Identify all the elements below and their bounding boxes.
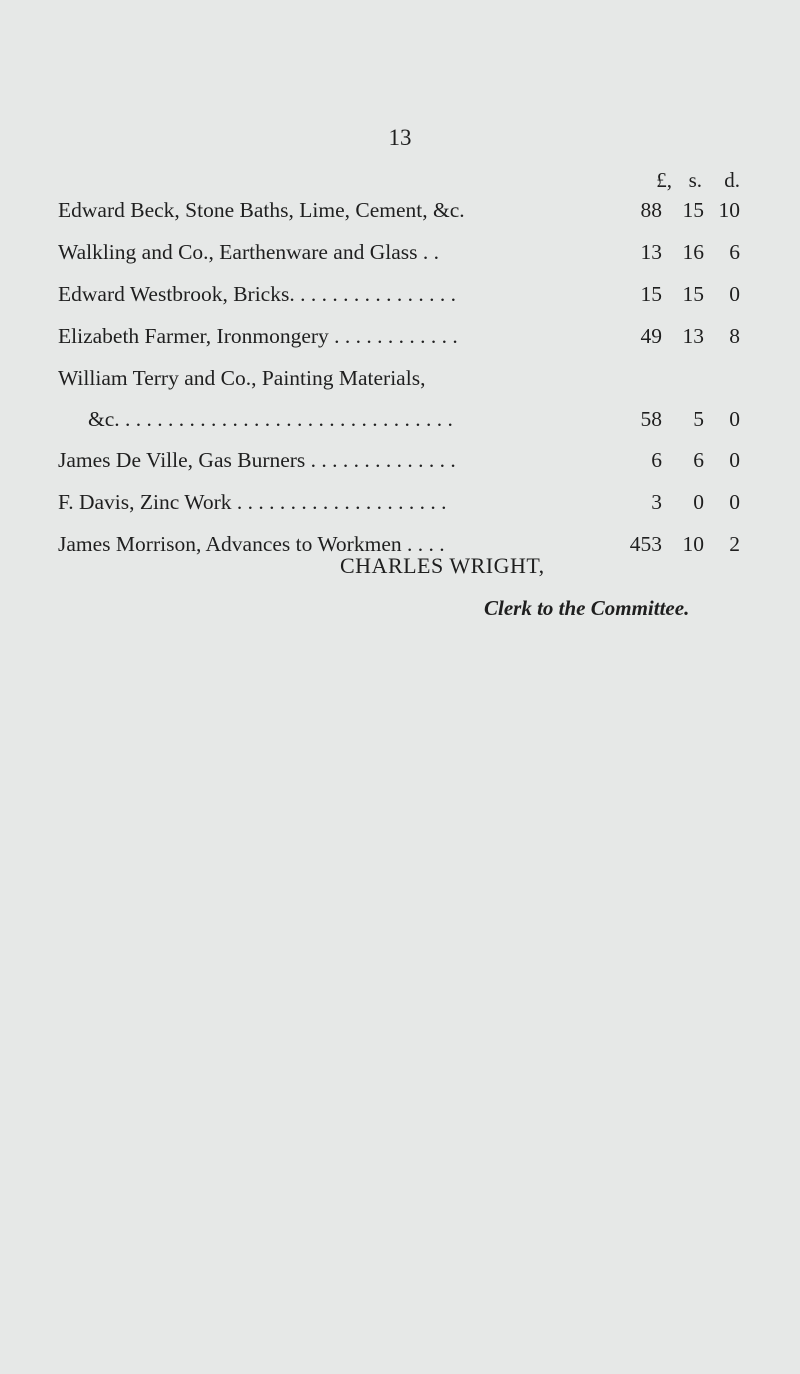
entry-description: James Morrison, Advances to Workmen . . . . [58, 532, 445, 556]
entry-shillings: 15 [682, 198, 704, 222]
entry-shillings: 6 [693, 448, 704, 472]
entry-pence: 0 [729, 448, 740, 472]
entry-pounds: 15 [640, 282, 662, 306]
entry-shillings: 5 [693, 407, 704, 431]
signatory-name: CHARLES WRIGHT, [340, 553, 545, 578]
entry-shillings: 16 [682, 240, 704, 264]
entry-shillings: 13 [682, 324, 704, 348]
entry-description: William Terry and Co., Painting Materials, [58, 366, 426, 390]
entry-pence: 8 [729, 324, 740, 348]
entry-shillings: 15 [682, 282, 704, 306]
entry-description: Walkling and Co., Earthenware and Glass . . [58, 240, 439, 264]
account-entry-second-line [58, 407, 748, 447]
account-entry [58, 198, 748, 238]
account-entry [58, 490, 748, 530]
entry-description-continuation: &c. . . . . . . . . . . . . . . . . . . . . . . . . . . . . . . . [88, 407, 453, 431]
entry-pounds: 49 [640, 324, 662, 348]
account-entry [58, 324, 748, 364]
entry-shillings: 0 [693, 490, 704, 514]
entry-pence: 10 [718, 198, 740, 222]
account-entry-first-line [58, 366, 748, 406]
entry-pounds: 453 [629, 532, 662, 556]
entry-pounds: 6 [651, 448, 662, 472]
account-entry [58, 448, 748, 488]
signatory-title: Clerk to the Committee. [484, 596, 690, 620]
entry-description: James De Ville, Gas Burners . . . . . . . . . . . . . . [58, 448, 456, 472]
entry-pounds: 58 [640, 407, 662, 431]
entry-description: Edward Beck, Stone Baths, Lime, Cement, &c. [58, 198, 465, 222]
entry-description: F. Davis, Zinc Work . . . . . . . . . . . . . . . . . . . . [58, 490, 447, 514]
entry-pence: 0 [729, 282, 740, 306]
pounds-column-header: £, [656, 168, 672, 192]
pence-column-header: d. [724, 168, 740, 192]
entry-description: Elizabeth Farmer, Ironmongery . . . . . . . . . . . . [58, 324, 458, 348]
entry-pence: 2 [729, 532, 740, 556]
page-number: 13 [388, 125, 412, 150]
entry-pounds: 88 [640, 198, 662, 222]
entry-shillings: 10 [682, 532, 704, 556]
entry-pounds: 3 [651, 490, 662, 514]
entry-pence: 6 [729, 240, 740, 264]
shillings-column-header: s. [688, 168, 702, 192]
entry-pence: 0 [729, 407, 740, 431]
entry-description: Edward Westbrook, Bricks. . . . . . . . . . . . . . . . [58, 282, 456, 306]
entry-pounds: 13 [640, 240, 662, 264]
entry-pence: 0 [729, 490, 740, 514]
account-entry [58, 240, 748, 280]
account-entry [58, 282, 748, 322]
